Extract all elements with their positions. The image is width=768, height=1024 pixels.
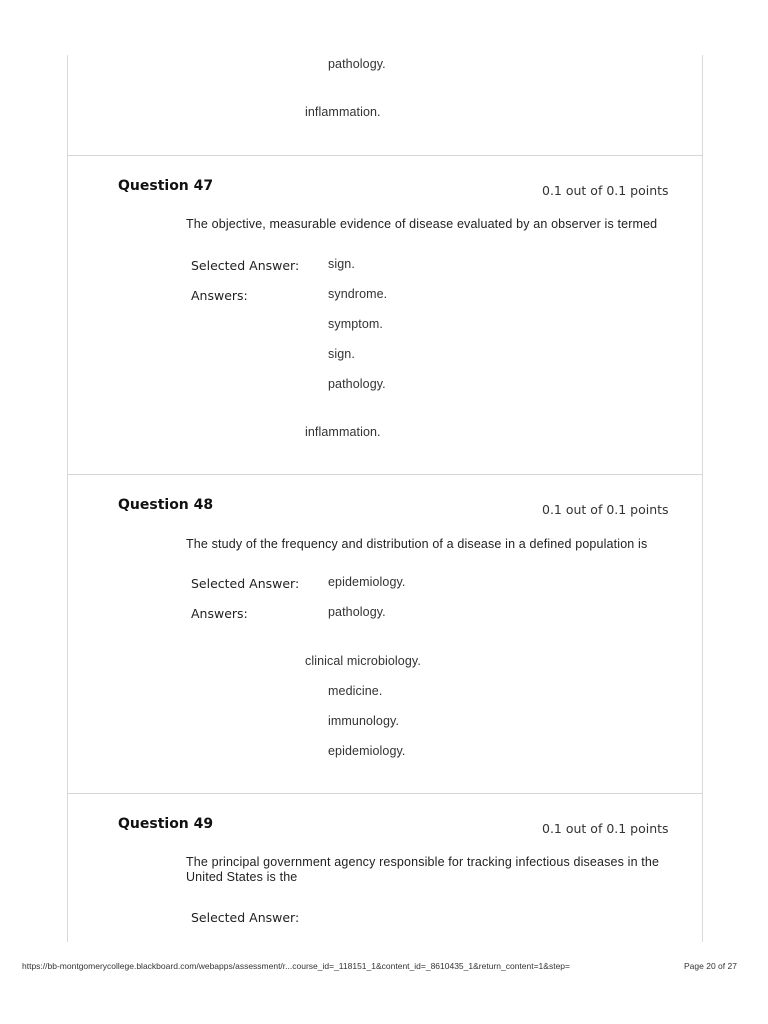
question-points: 0.1 out of 0.1 points: [542, 183, 669, 198]
selected-answer: sign.: [328, 257, 355, 271]
answer-option: pathology.: [328, 57, 386, 71]
footer-url[interactable]: https://bb-montgomerycollege.blackboard.com/webapps/assessment/r...course_id=_118151_1&content_id=_8610435_1&return_content=1&step=: [22, 961, 570, 971]
footer-page-number: Page 20 of 27: [684, 961, 737, 971]
answer-option: inflammation.: [305, 425, 381, 439]
selected-answer-label: Selected Answer:: [191, 258, 300, 273]
question-title: Question 47: [118, 178, 214, 194]
answer-option: syndrome.: [328, 287, 388, 301]
answer-option: symptom.: [328, 317, 383, 331]
question-text-line2: United States is the: [186, 870, 298, 884]
question-text: The study of the frequency and distribution of a disease in a defined population is: [186, 537, 648, 551]
answer-option: pathology.: [328, 377, 386, 391]
selected-answer: epidemiology.: [328, 575, 406, 589]
question-points: 0.1 out of 0.1 points: [542, 821, 669, 836]
question-points: 0.1 out of 0.1 points: [542, 502, 669, 517]
answer-option: medicine.: [328, 684, 383, 698]
selected-answer-label: Selected Answer:: [191, 576, 300, 591]
answer-option: immunology.: [328, 714, 400, 728]
answers-label: Answers:: [191, 606, 248, 621]
answer-option: sign.: [328, 347, 355, 361]
answer-option: clinical microbiology.: [305, 654, 421, 668]
question-divider: [67, 793, 702, 794]
question-title: Question 48: [118, 497, 214, 513]
answer-option: pathology.: [328, 605, 386, 619]
answers-label: Answers:: [191, 288, 248, 303]
question-text: The objective, measurable evidence of disease evaluated by an observer is termed: [186, 217, 658, 231]
question-text-line1: The principal government agency responsible for tracking infectious diseases in the: [186, 855, 660, 869]
question-divider: [67, 155, 702, 156]
selected-answer-label: Selected Answer:: [191, 910, 300, 925]
answer-option: inflammation.: [305, 105, 381, 119]
answer-option: epidemiology.: [328, 744, 406, 758]
question-divider: [67, 474, 702, 475]
question-title: Question 49: [118, 816, 214, 832]
